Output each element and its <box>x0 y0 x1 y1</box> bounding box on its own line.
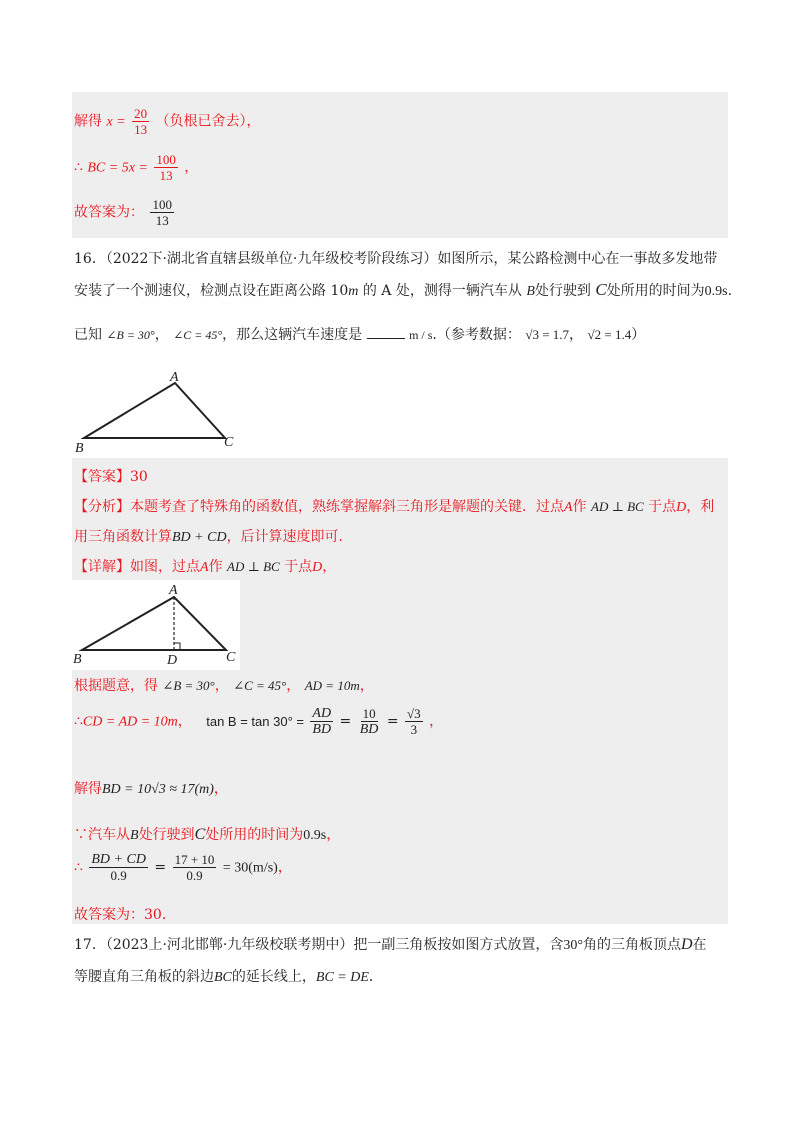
solution-step-5: ∴ $\frac{BD + CD}{0.9}$ = $\frac{17 + 10}{0.9}$ = 30(m/s)， <box>74 852 292 883</box>
fraction: $\frac{BD + CD}{0.9}$ <box>91 852 146 883</box>
solution-line-bc: ∴ BC = 5x = $\frac{100}{13}$ ， <box>74 152 199 183</box>
fraction: $\frac{AD}{BD}$ <box>312 706 332 737</box>
vertex-label-a: A <box>170 370 179 385</box>
fraction: $\frac{17 + 10}{0.9}$ <box>174 852 215 883</box>
solution-step-4: ∵汽车从B处行驶到C处所用的时间为0.9s， <box>74 826 341 843</box>
solution-step-2: ∴CD = AD = 10m， tan B = tan 30° = $\frac{AD}{BD}$ = $\frac{10}{BD}$ = $\frac{√3}{3}$ ， <box>74 706 444 737</box>
vertex-label-c: C <box>226 650 236 665</box>
triangle-figure-1 <box>72 366 252 456</box>
question-16-line-2: 安装了一个测速仪，检测点设在距离公路 10m 的 A 处，测得一辆汽车从 B处行驶到 C处所用的时间为0.9s. <box>74 280 733 299</box>
fraction: $\frac{20}{13}$ <box>134 106 148 137</box>
vertex-label-a: A <box>169 583 178 598</box>
analysis-line-1: 【分析】本题考查了特殊角的函数值，熟练掌握解斜三角形是解题的关键．过点A作 AD ⊥ BC 于点D，利 <box>74 499 715 515</box>
final-answer-line: 故答案为：30． <box>74 907 176 923</box>
fraction: $\frac{10}{BD}$ <box>359 706 379 737</box>
answer-blank <box>367 326 405 339</box>
vertex-label-d: D <box>167 653 178 668</box>
question-17-line-2: 等腰直角三角板的斜边BC的延长线上，BC = DE． <box>74 969 383 985</box>
question-16-line-3: 已知 ∠B = 30°， ∠C = 45°，那么这辆汽车速度是 m / s.（参考数据： √3 = 1.7， √2 = 1.4） <box>74 327 646 343</box>
solution-line-x: 解得 x = $\frac{20}{13}$ （负根已舍去）， <box>74 106 261 137</box>
fraction: $\frac{√3}{3}$ <box>407 706 421 737</box>
detail-line-1: 【详解】如图，过点A作 AD ⊥ BC 于点D， <box>74 559 337 575</box>
triangle-figure-2 <box>72 580 240 670</box>
vertex-label-b: B <box>73 652 82 667</box>
vertex-label-c: C <box>224 435 234 450</box>
fraction: $\frac{100}{13}$ <box>156 152 176 183</box>
vertex-label-b: B <box>75 441 84 456</box>
question-16-line-1: 16．（2022下·湖北省直辖县级单位·九年级校考阶段练习）如图所示，某公路检测中心在一事故多发地带 <box>74 251 718 267</box>
fraction: $\frac{100}{13}$ <box>152 197 172 228</box>
question-17-line-1: 17．（2023上·河北邯郸·九年级校联考期中）把一副三角板按如图方式放置，含30°角的三角板顶点D在 <box>74 936 707 953</box>
solution-step-1: 根据题意，得 ∠B = 30°， ∠C = 45°， AD = 10m， <box>74 678 374 694</box>
solution-step-3: 解得BD = 10√3 ≈ 17(m)， <box>74 781 228 797</box>
analysis-line-2: 用三角函数计算BD + CD，后计算速度即可． <box>74 529 353 545</box>
answer-line-top: 故答案为： $\frac{100}{13}$ <box>74 197 172 228</box>
answer-line: 【答案】30 <box>74 469 148 485</box>
